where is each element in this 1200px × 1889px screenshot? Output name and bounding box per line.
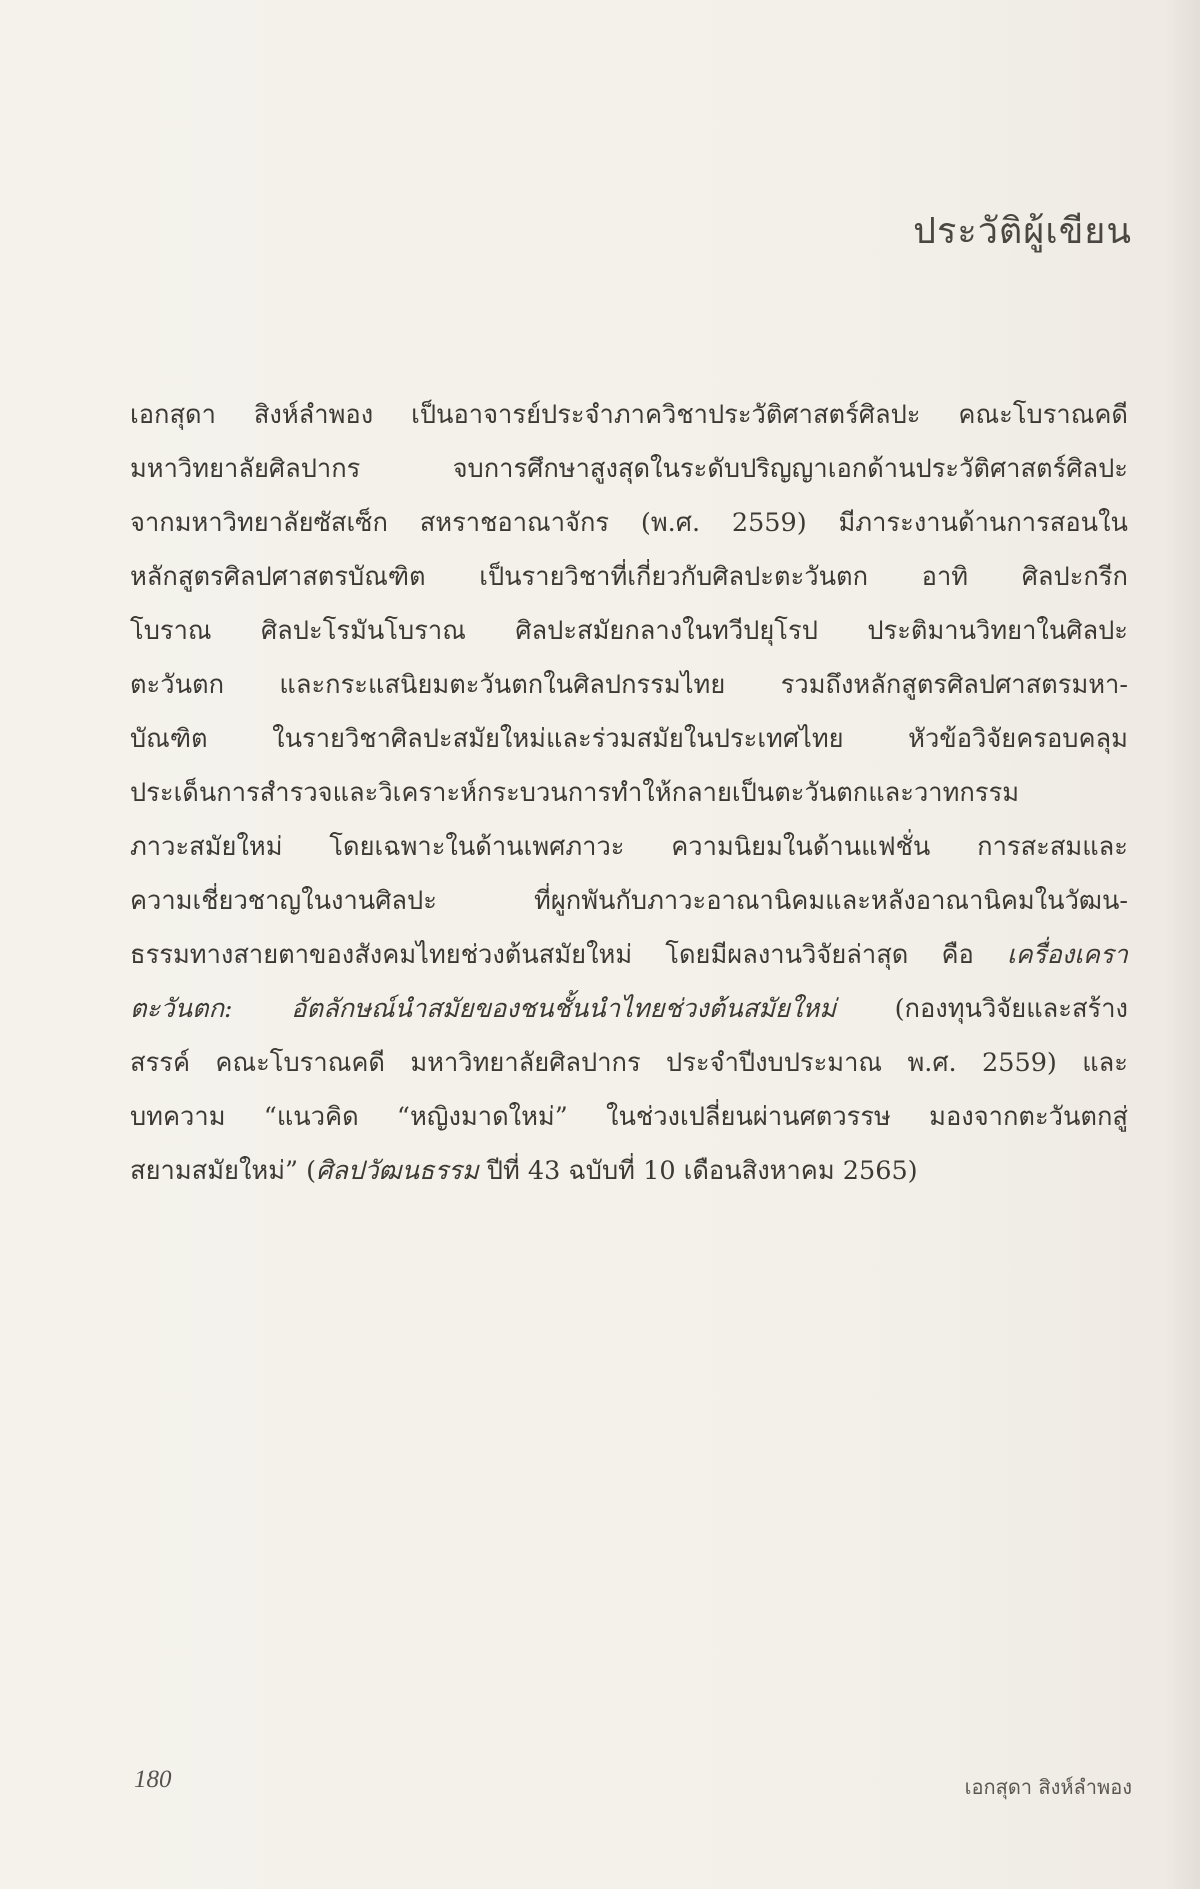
running-head-author: เอกสุดา สิงห์ลำพอง: [964, 1775, 1132, 1799]
bio-line: บัณฑิต ในรายวิชาศิลปะสมัยใหม่และร่วมสมัยในประเทศไทย หัวข้อวิจัยครอบคลุม: [130, 724, 1128, 754]
bio-line: ตะวันตก และกระแสนิยมตะวันตกในศิลปกรรมไทย รวมถึงหลักสูตรศิลปศาสตรมหา-: [130, 670, 1128, 700]
bio-text: ปีที่ 43 ฉบับที่ 10 เดือนสิงหาคม 2565): [478, 1156, 918, 1186]
page-edge-shadow: [1164, 0, 1200, 1889]
page-title: ประวัติผู้เขียน: [913, 211, 1132, 252]
bio-line: มหาวิทยาลัยศิลปากร จบการศึกษาสูงสุดในระดับปริญญาเอกด้านประวัติศาสตร์ศิลปะ: [130, 454, 1128, 484]
bio-line: เอกสุดา สิงห์ลำพอง เป็นอาจารย์ประจำภาควิชาประวัติศาสตร์ศิลปะ คณะโบราณคดี: [130, 400, 1128, 430]
bio-line: โบราณ ศิลปะโรมันโบราณ ศิลปะสมัยกลางในทวีปยุโรป ประติมานวิทยาในศิลปะ: [130, 616, 1128, 646]
bio-line: ความเชี่ยวชาญในงานศิลปะ ที่ผูกพันกับภาวะอาณานิคมและหลังอาณานิคมในวัฒน-: [130, 886, 1128, 916]
journal-title-italic: ศิลปวัฒนธรรม: [316, 1156, 479, 1186]
bio-line: [130, 982, 1128, 1036]
bio-line: สรรค์ คณะโบราณคดี มหาวิทยาลัยศิลปากร ประจำปีงบประมาณ พ.ศ. 2559) และ: [130, 1048, 1128, 1078]
research-title-italic: เครื่องเครา: [1006, 940, 1128, 970]
bio-text: สยามสมัยใหม่” (: [130, 1156, 317, 1186]
research-title-italic: ตะวันตก: อัตลักษณ์นำสมัยของชนชั้นนำไทยช่วงต้นสมัยใหม่: [130, 994, 837, 1024]
author-biography: [130, 388, 1128, 1198]
bio-line: ภาวะสมัยใหม่ โดยเฉพาะในด้านเพศภาวะ ความนิยมในด้านแฟชั่น การสะสมและ: [130, 832, 1128, 862]
bio-line: หลักสูตรศิลปศาสตรบัณฑิต เป็นรายวิชาที่เกี่ยวกับศิลปะตะวันตก อาทิ ศิลปะกรีก: [130, 562, 1128, 592]
bio-text: ธรรมทางสายตาของสังคมไทยช่วงต้นสมัยใหม่ โดยมีผลงานวิจัยล่าสุด คือ: [130, 940, 1007, 970]
bio-line: จากมหาวิทยาลัยซัสเซ็ก สหราชอาณาจักร (พ.ศ. 2559) มีภาระงานด้านการสอนใน: [130, 508, 1128, 538]
bio-text: (กองทุนวิจัยและสร้าง: [836, 994, 1128, 1024]
bio-line: [130, 928, 1128, 982]
bio-line: ประเด็นการสำรวจและวิเคราะห์กระบวนการทำให้กลายเป็นตะวันตกและวาทกรรม: [130, 778, 1020, 808]
page-number: 180: [134, 1766, 172, 1793]
bio-line: บทความ “แนวคิด “หญิงมาดใหม่” ในช่วงเปลี่ยนผ่านศตวรรษ มองจากตะวันตกสู่: [130, 1102, 1128, 1132]
bio-line: [130, 1144, 1128, 1198]
